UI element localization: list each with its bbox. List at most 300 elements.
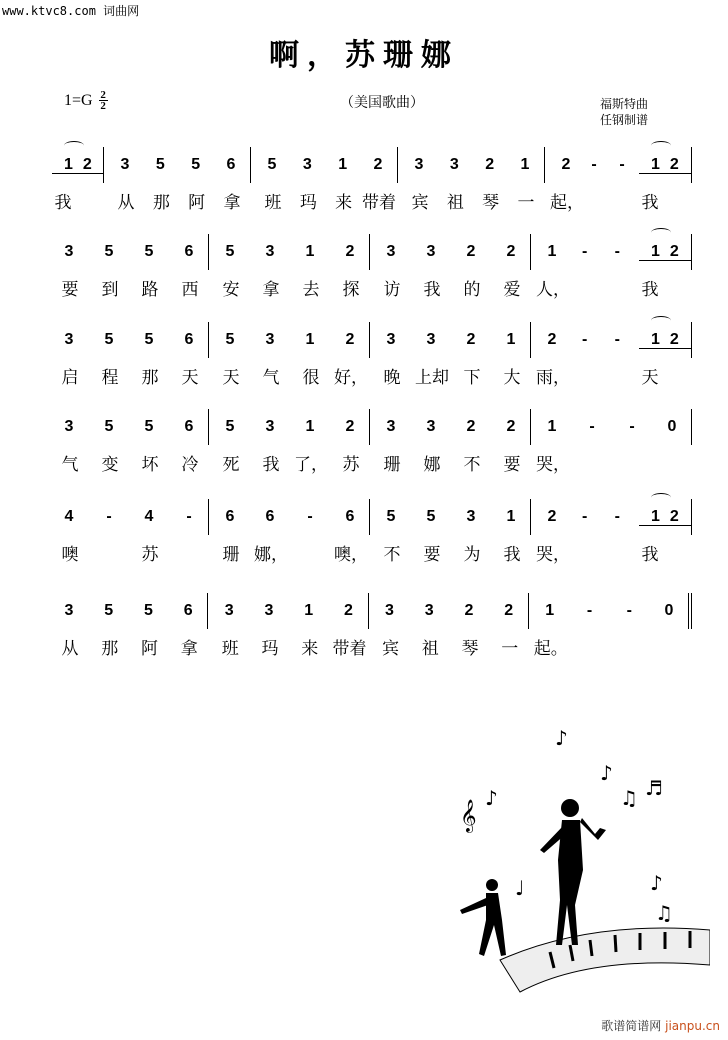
lyric: 那 bbox=[141, 368, 159, 388]
note-number: 3 bbox=[386, 243, 396, 260]
lyric: 我 bbox=[641, 545, 659, 565]
dash bbox=[299, 499, 321, 535]
note bbox=[536, 499, 570, 565]
lyric: 我 bbox=[641, 280, 659, 300]
svg-text:♬: ♬ bbox=[645, 776, 663, 800]
key: 1=G bbox=[64, 91, 93, 109]
footer-logo bbox=[601, 1017, 720, 1034]
note-number: - bbox=[626, 602, 632, 619]
dash bbox=[606, 322, 628, 358]
note bbox=[408, 147, 430, 213]
note-number: 6 bbox=[226, 156, 236, 173]
note-number: 1 bbox=[506, 508, 516, 525]
note-number: 2 bbox=[345, 243, 355, 260]
dancer-silhouette-icon bbox=[460, 799, 606, 956]
lyric: 从 bbox=[117, 193, 135, 213]
lyric: 冷 bbox=[181, 455, 199, 475]
note-number: 1 bbox=[547, 243, 557, 260]
lyric: 天 bbox=[222, 368, 240, 388]
dash bbox=[579, 593, 601, 629]
note-number: 3 bbox=[386, 331, 396, 348]
note bbox=[219, 234, 241, 300]
note-number: 1 bbox=[304, 602, 314, 619]
measure bbox=[370, 409, 531, 475]
note bbox=[479, 147, 501, 213]
lyric: 一 bbox=[517, 193, 535, 213]
note-number: 3 bbox=[64, 602, 74, 619]
dash bbox=[611, 147, 633, 183]
lyric: 带着 bbox=[361, 193, 396, 213]
note bbox=[420, 234, 442, 300]
dash bbox=[574, 322, 596, 358]
note-number: 4 bbox=[64, 508, 74, 525]
note-number: - bbox=[589, 418, 595, 435]
note-number: - bbox=[614, 508, 620, 525]
note-number: 5 bbox=[426, 508, 436, 525]
footer-domain: jianpu.cn bbox=[665, 1019, 720, 1033]
note-number: 2 bbox=[506, 243, 516, 260]
lyric: 为 bbox=[463, 545, 481, 565]
lyric: 不 bbox=[383, 545, 401, 565]
note-number: 6 bbox=[265, 508, 275, 525]
note-number: 3 bbox=[426, 418, 436, 435]
note bbox=[98, 234, 120, 300]
lyric: 那 bbox=[152, 193, 170, 213]
note bbox=[536, 322, 570, 388]
note bbox=[98, 322, 120, 388]
svg-text:♪: ♪ bbox=[650, 871, 663, 895]
note bbox=[138, 322, 160, 388]
note-number: 6 bbox=[184, 243, 194, 260]
measure bbox=[531, 322, 692, 388]
note-number: 2 bbox=[345, 418, 355, 435]
note bbox=[138, 409, 160, 475]
score-row bbox=[48, 409, 692, 475]
dash bbox=[618, 593, 640, 629]
note-number: 2 bbox=[547, 331, 557, 348]
measure bbox=[104, 147, 251, 213]
lyric: 天 bbox=[641, 368, 659, 388]
note bbox=[500, 499, 522, 565]
note bbox=[98, 593, 120, 659]
eighth-note-pair bbox=[639, 499, 689, 565]
note-number: 3 bbox=[424, 602, 434, 619]
svg-text:♩: ♩ bbox=[515, 876, 525, 900]
score-row bbox=[48, 147, 692, 213]
note-number: 2 bbox=[485, 156, 495, 173]
lyric: 要 bbox=[503, 455, 521, 475]
note-number: 2 bbox=[344, 602, 353, 619]
lyric: 上却 bbox=[415, 368, 449, 388]
note bbox=[420, 499, 442, 565]
lyric: 苏 bbox=[141, 545, 159, 565]
lyric: 祖 bbox=[446, 193, 464, 213]
note-number: 6 bbox=[183, 602, 193, 619]
lyric: 玛 bbox=[261, 639, 279, 659]
note bbox=[332, 147, 354, 213]
note-number: 6 bbox=[225, 508, 235, 525]
lyric: 爱 bbox=[503, 280, 521, 300]
note bbox=[178, 234, 200, 300]
measure bbox=[208, 593, 368, 659]
measure bbox=[48, 322, 209, 388]
note-number: 1 bbox=[520, 156, 530, 173]
song-origin: （美国歌曲） bbox=[340, 95, 424, 111]
note-number: 5 bbox=[191, 156, 201, 173]
lyric: 苏 bbox=[342, 455, 360, 475]
note bbox=[218, 593, 240, 659]
lyric: 琴 bbox=[461, 639, 479, 659]
key-signature bbox=[64, 90, 108, 111]
lyric: 拿 bbox=[180, 639, 198, 659]
svg-text:𝄞: 𝄞 bbox=[460, 799, 477, 832]
note-number: 5 bbox=[225, 418, 235, 435]
lyric: 西 bbox=[181, 280, 199, 300]
slur bbox=[651, 316, 671, 325]
lyric: 娜 bbox=[423, 455, 441, 475]
measure bbox=[48, 593, 208, 659]
note bbox=[380, 322, 402, 388]
lyric: 珊 bbox=[383, 455, 401, 475]
lyric: 了， bbox=[294, 455, 328, 475]
dash bbox=[178, 499, 200, 535]
dash bbox=[574, 499, 596, 535]
note-number: - bbox=[614, 243, 620, 260]
lyric: 拿 bbox=[262, 280, 280, 300]
note-number: 3 bbox=[449, 156, 459, 173]
note-number: 3 bbox=[386, 418, 396, 435]
dash bbox=[581, 409, 603, 445]
svg-text:♪: ♪ bbox=[485, 786, 498, 810]
lyric: 下 bbox=[463, 368, 481, 388]
note-number: 5 bbox=[144, 602, 153, 619]
lyric: 阿 bbox=[188, 193, 206, 213]
note-number: - bbox=[581, 243, 588, 260]
score-row bbox=[48, 234, 692, 300]
composer: 福斯特曲 bbox=[600, 97, 649, 111]
note-number: 2 bbox=[345, 331, 355, 348]
measure bbox=[529, 593, 692, 659]
measure bbox=[48, 499, 209, 565]
note-number: 3 bbox=[265, 243, 275, 260]
note bbox=[460, 499, 482, 565]
note-number: 3 bbox=[64, 418, 74, 435]
note bbox=[500, 409, 522, 475]
lyric: 访 bbox=[383, 280, 401, 300]
note-number: 5 bbox=[386, 508, 396, 525]
note-number: - bbox=[591, 156, 597, 173]
note-number: 3 bbox=[426, 243, 436, 260]
lyric: 娜， bbox=[254, 545, 288, 565]
note-number: 3 bbox=[64, 243, 74, 260]
note-number: 1 bbox=[545, 602, 555, 619]
measure bbox=[251, 147, 398, 213]
note-number: 1 bbox=[305, 243, 315, 260]
piano-keys-icon bbox=[500, 928, 710, 992]
note bbox=[178, 322, 200, 388]
measure bbox=[48, 409, 209, 475]
note bbox=[178, 409, 200, 475]
note-number: 5 bbox=[144, 331, 154, 348]
note bbox=[177, 593, 199, 659]
note-number: 0 bbox=[664, 602, 674, 619]
note bbox=[380, 234, 402, 300]
credits bbox=[600, 96, 648, 128]
note bbox=[149, 147, 171, 213]
svg-text:♪: ♪ bbox=[600, 761, 613, 785]
score-row bbox=[48, 593, 692, 659]
note bbox=[58, 234, 80, 300]
note-number: 12 bbox=[639, 156, 691, 174]
lyric: 不 bbox=[463, 455, 481, 475]
dash bbox=[574, 234, 596, 270]
lyric: 晚 bbox=[383, 368, 401, 388]
note bbox=[298, 593, 320, 659]
lyric: 班 bbox=[221, 639, 239, 659]
measure bbox=[370, 234, 531, 300]
measure bbox=[48, 234, 209, 300]
note-number: 3 bbox=[426, 331, 436, 348]
svg-text:♫: ♫ bbox=[620, 786, 638, 810]
lyric: 要 bbox=[61, 280, 79, 300]
note bbox=[443, 147, 465, 213]
dash bbox=[98, 499, 120, 535]
note-number: 3 bbox=[64, 331, 74, 348]
lyric: 祖 bbox=[421, 639, 439, 659]
dash bbox=[621, 409, 643, 445]
note-number: 5 bbox=[155, 156, 165, 173]
note bbox=[259, 409, 281, 475]
note bbox=[380, 409, 402, 475]
measure bbox=[370, 499, 531, 565]
lyric: 坏 bbox=[141, 455, 159, 475]
note bbox=[500, 234, 522, 300]
note-number: 6 bbox=[184, 331, 194, 348]
note-number: 2 bbox=[464, 602, 474, 619]
note bbox=[220, 147, 242, 213]
note-number: 12 bbox=[639, 508, 691, 526]
note-number: 5 bbox=[104, 418, 114, 435]
note-number: 5 bbox=[225, 331, 235, 348]
lyric: 雨， bbox=[536, 368, 570, 388]
note-number: 3 bbox=[466, 508, 476, 525]
dash bbox=[606, 234, 628, 270]
note-number: 5 bbox=[267, 156, 277, 173]
eighth-note-pair bbox=[639, 147, 689, 213]
note-number: 3 bbox=[265, 418, 275, 435]
note bbox=[339, 234, 361, 300]
note-number: 5 bbox=[144, 418, 154, 435]
note bbox=[185, 147, 207, 213]
lyric: 我 bbox=[54, 193, 72, 213]
slur bbox=[651, 141, 671, 150]
lyric: 要 bbox=[423, 545, 441, 565]
measure bbox=[369, 593, 529, 659]
lyric: 天 bbox=[181, 368, 199, 388]
slur bbox=[651, 493, 671, 502]
note bbox=[334, 499, 368, 565]
note-number: - bbox=[307, 508, 313, 525]
note bbox=[138, 593, 160, 659]
note bbox=[259, 234, 281, 300]
lyric: 启 bbox=[61, 368, 79, 388]
note bbox=[332, 593, 367, 659]
note bbox=[254, 499, 288, 565]
lyric: 去 bbox=[302, 280, 320, 300]
measure bbox=[209, 234, 370, 300]
note-number: 2 bbox=[373, 156, 383, 173]
lyric: 程 bbox=[101, 368, 119, 388]
note bbox=[299, 234, 321, 300]
lyric: 起。 bbox=[533, 639, 568, 659]
lyric: 死 bbox=[222, 455, 240, 475]
lyric: 起， bbox=[550, 193, 584, 213]
note bbox=[550, 147, 584, 213]
arranger: 任钢制谱 bbox=[600, 113, 649, 127]
note bbox=[258, 593, 280, 659]
lyric: 气 bbox=[61, 455, 79, 475]
note-number: 3 bbox=[224, 602, 234, 619]
lyric: 一 bbox=[501, 639, 519, 659]
lyric: 我 bbox=[262, 455, 280, 475]
note-number: 2 bbox=[506, 418, 516, 435]
measure bbox=[531, 499, 692, 565]
measure bbox=[209, 409, 370, 475]
note-number: 3 bbox=[265, 331, 275, 348]
note bbox=[334, 322, 368, 388]
note bbox=[661, 409, 683, 445]
score-row bbox=[48, 499, 692, 565]
lyric: 噢 bbox=[61, 545, 79, 565]
lyric: 路 bbox=[141, 280, 159, 300]
note-number: 3 bbox=[302, 156, 312, 173]
lyric: 哭， bbox=[536, 455, 570, 475]
note-number: 1 bbox=[547, 418, 557, 435]
footer-site: 歌谱简谱网 bbox=[601, 1019, 662, 1033]
note bbox=[98, 409, 120, 475]
lyric: 班 bbox=[264, 193, 282, 213]
note bbox=[460, 322, 482, 388]
note-number: 5 bbox=[104, 602, 114, 619]
lyric: 大 bbox=[503, 368, 521, 388]
note bbox=[294, 409, 328, 475]
note-number: 6 bbox=[184, 418, 194, 435]
lyric: 阿 bbox=[141, 639, 158, 659]
note-number: 5 bbox=[225, 243, 235, 260]
note bbox=[138, 234, 160, 300]
note-number: - bbox=[106, 508, 112, 525]
note bbox=[418, 593, 440, 659]
lyric: 的 bbox=[463, 280, 481, 300]
note-number: 2 bbox=[466, 418, 476, 435]
note bbox=[219, 409, 241, 475]
note-number: 1 bbox=[305, 331, 315, 348]
note bbox=[658, 593, 680, 629]
lyric: 探 bbox=[342, 280, 360, 300]
time-signature bbox=[99, 90, 108, 111]
dancers-illustration bbox=[440, 730, 710, 1010]
note bbox=[58, 322, 80, 388]
lyric: 我 bbox=[503, 545, 521, 565]
measure bbox=[398, 147, 545, 213]
lyric: 带着 bbox=[332, 639, 367, 659]
note bbox=[219, 322, 241, 388]
note bbox=[339, 409, 361, 475]
note-number: 2 bbox=[547, 508, 557, 525]
note bbox=[58, 409, 80, 475]
lyric: 很 bbox=[302, 368, 320, 388]
note-number: - bbox=[629, 418, 635, 435]
lyric: 琴 bbox=[482, 193, 500, 213]
note-number: 6 bbox=[345, 508, 355, 525]
note bbox=[361, 147, 396, 213]
note bbox=[536, 234, 570, 300]
slur bbox=[64, 141, 84, 150]
measure bbox=[48, 147, 104, 213]
note bbox=[219, 499, 241, 565]
eighth-note-pair bbox=[639, 322, 689, 388]
lyric: 安 bbox=[222, 280, 240, 300]
score-row bbox=[48, 322, 692, 388]
note bbox=[460, 409, 482, 475]
eighth-note-pair bbox=[639, 234, 689, 300]
note-number: - bbox=[614, 331, 620, 348]
note bbox=[533, 593, 568, 659]
note-number: 12 bbox=[639, 331, 691, 349]
note bbox=[498, 593, 520, 659]
note-number: 3 bbox=[120, 156, 130, 173]
note bbox=[500, 322, 522, 388]
watermark: www.ktvc8.com 词曲网 bbox=[2, 4, 140, 18]
lyric: 哭， bbox=[536, 545, 570, 565]
measure bbox=[531, 409, 692, 475]
note bbox=[58, 593, 80, 659]
lyric: 到 bbox=[101, 280, 119, 300]
measure bbox=[531, 234, 692, 300]
note bbox=[58, 499, 80, 565]
note bbox=[259, 322, 281, 388]
note-number: 1 bbox=[305, 418, 315, 435]
measure bbox=[209, 322, 370, 388]
lyric: 噢， bbox=[334, 545, 368, 565]
lyric: 宾 bbox=[382, 639, 399, 659]
measure bbox=[209, 499, 370, 565]
song-title: 啊，苏珊娜 bbox=[269, 38, 459, 73]
note-number: 12 bbox=[639, 243, 691, 261]
note-number: 1 bbox=[338, 156, 348, 173]
lyric: 从 bbox=[61, 639, 79, 659]
lyric: 变 bbox=[101, 455, 119, 475]
note bbox=[536, 409, 570, 475]
note bbox=[138, 499, 160, 565]
note-number: 2 bbox=[466, 243, 476, 260]
note-number: 2 bbox=[561, 156, 571, 173]
note-number: - bbox=[586, 602, 593, 619]
note bbox=[514, 147, 536, 213]
measure bbox=[370, 322, 531, 388]
dash bbox=[583, 147, 605, 183]
note-number: 4 bbox=[144, 508, 154, 525]
lyric: 人， bbox=[536, 280, 570, 300]
eighth-note-pair bbox=[52, 147, 102, 213]
note-number: 5 bbox=[144, 243, 154, 260]
note bbox=[114, 147, 136, 213]
note-number: 0 bbox=[667, 418, 677, 435]
note-number: 2 bbox=[504, 602, 514, 619]
lyric: 我 bbox=[641, 193, 659, 213]
note bbox=[420, 409, 442, 475]
note-number: 3 bbox=[264, 602, 274, 619]
